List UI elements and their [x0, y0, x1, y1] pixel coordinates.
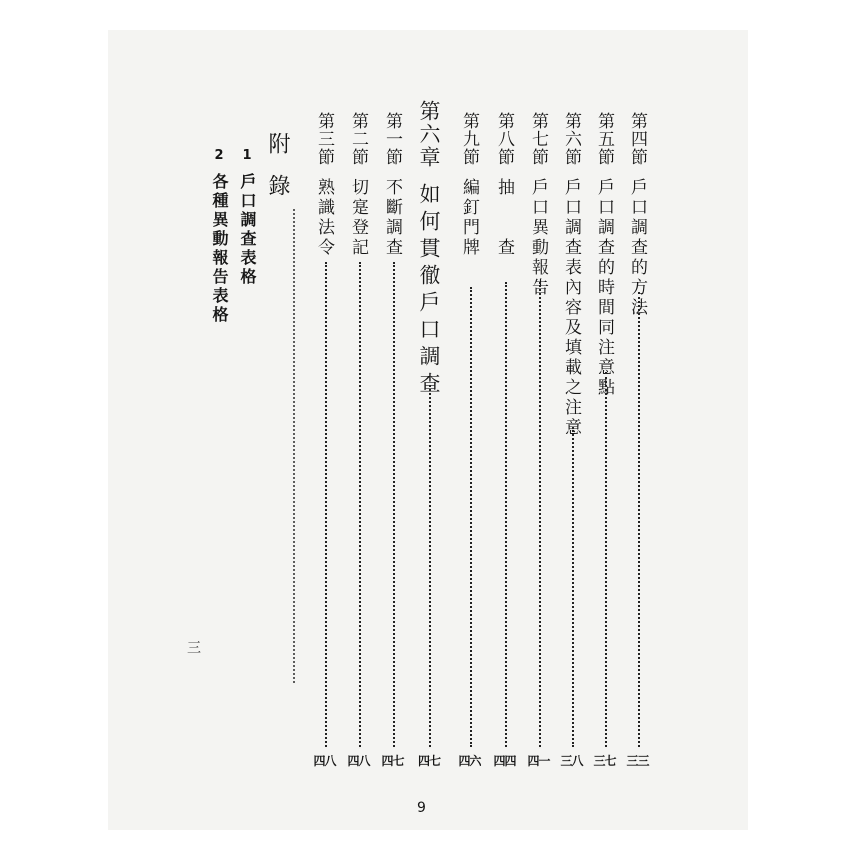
section-label: 第八節: [494, 112, 514, 166]
appendix-item[interactable]: [208, 148, 231, 325]
section-label: 第五節: [594, 112, 614, 166]
item-number: 1: [242, 148, 252, 163]
item-text: 戶口調查表格: [238, 173, 257, 287]
section-label: 第九節: [459, 112, 479, 166]
page-number: 三七: [593, 754, 616, 768]
page-number: 三八: [560, 754, 583, 768]
section-label: 第七節: [528, 112, 548, 166]
dot-leader: [605, 372, 607, 747]
appendix-item[interactable]: [236, 148, 259, 287]
toc-entry[interactable]: [312, 112, 337, 777]
section-title: 戶口異動報告: [528, 178, 548, 298]
page-number: 四七: [381, 754, 404, 768]
wavy-divider: [292, 208, 300, 683]
dot-leader: [572, 427, 574, 747]
page-number: 三三: [626, 754, 649, 768]
toc-entry[interactable]: [492, 112, 517, 777]
section-title: 編釘門牌: [459, 178, 479, 258]
section-label: 第三節: [314, 112, 334, 166]
toc-entry[interactable]: [526, 112, 551, 777]
dot-leader: [393, 262, 395, 747]
section-title: 切寔登記: [348, 178, 368, 258]
page-number: 四四: [493, 754, 516, 768]
page-folio: 9: [417, 800, 426, 816]
dot-leader: [429, 385, 431, 747]
toc-entry[interactable]: [625, 112, 650, 777]
section-title: 熟識法令: [314, 178, 334, 258]
section-title: 戶口調查表內容及填載之注意: [561, 178, 581, 438]
dot-leader: [325, 262, 327, 747]
side-page-mark: 三: [185, 640, 201, 654]
appendix-heading: 附錄: [265, 132, 290, 216]
section-title: 戶口調查的方法: [627, 178, 647, 318]
chapter-title: 如何貫徹戶口調查: [417, 183, 441, 399]
dot-leader: [638, 292, 640, 747]
dot-leader: [505, 282, 507, 747]
toc-entry[interactable]: [380, 112, 405, 777]
page-number: 四六: [458, 754, 481, 768]
toc-entry[interactable]: [346, 112, 371, 777]
chapter-entry[interactable]: [414, 100, 444, 777]
section-title: 戶口調查的時間同注意點: [594, 178, 614, 398]
chapter-label: 第六章: [417, 100, 441, 169]
toc-entry[interactable]: [559, 112, 584, 777]
section-title: 抽 查: [494, 178, 514, 258]
dot-leader: [539, 282, 541, 747]
item-number: 2: [214, 148, 224, 163]
page-number: 四八: [313, 754, 336, 768]
dot-leader: [470, 287, 472, 747]
section-label: 第一節: [382, 112, 402, 166]
section-label: 第二節: [348, 112, 368, 166]
page-number: 四八: [347, 754, 370, 768]
page-number: 四七: [417, 754, 441, 768]
toc-entry[interactable]: [592, 112, 617, 777]
section-title: 不斷調查: [382, 178, 402, 258]
page-number: 四一: [527, 754, 550, 768]
section-label: 第六節: [561, 112, 581, 166]
toc-entry[interactable]: [457, 112, 482, 777]
dot-leader: [359, 262, 361, 747]
item-text: 各種異動報告表格: [210, 173, 229, 325]
section-label: 第四節: [627, 112, 647, 166]
